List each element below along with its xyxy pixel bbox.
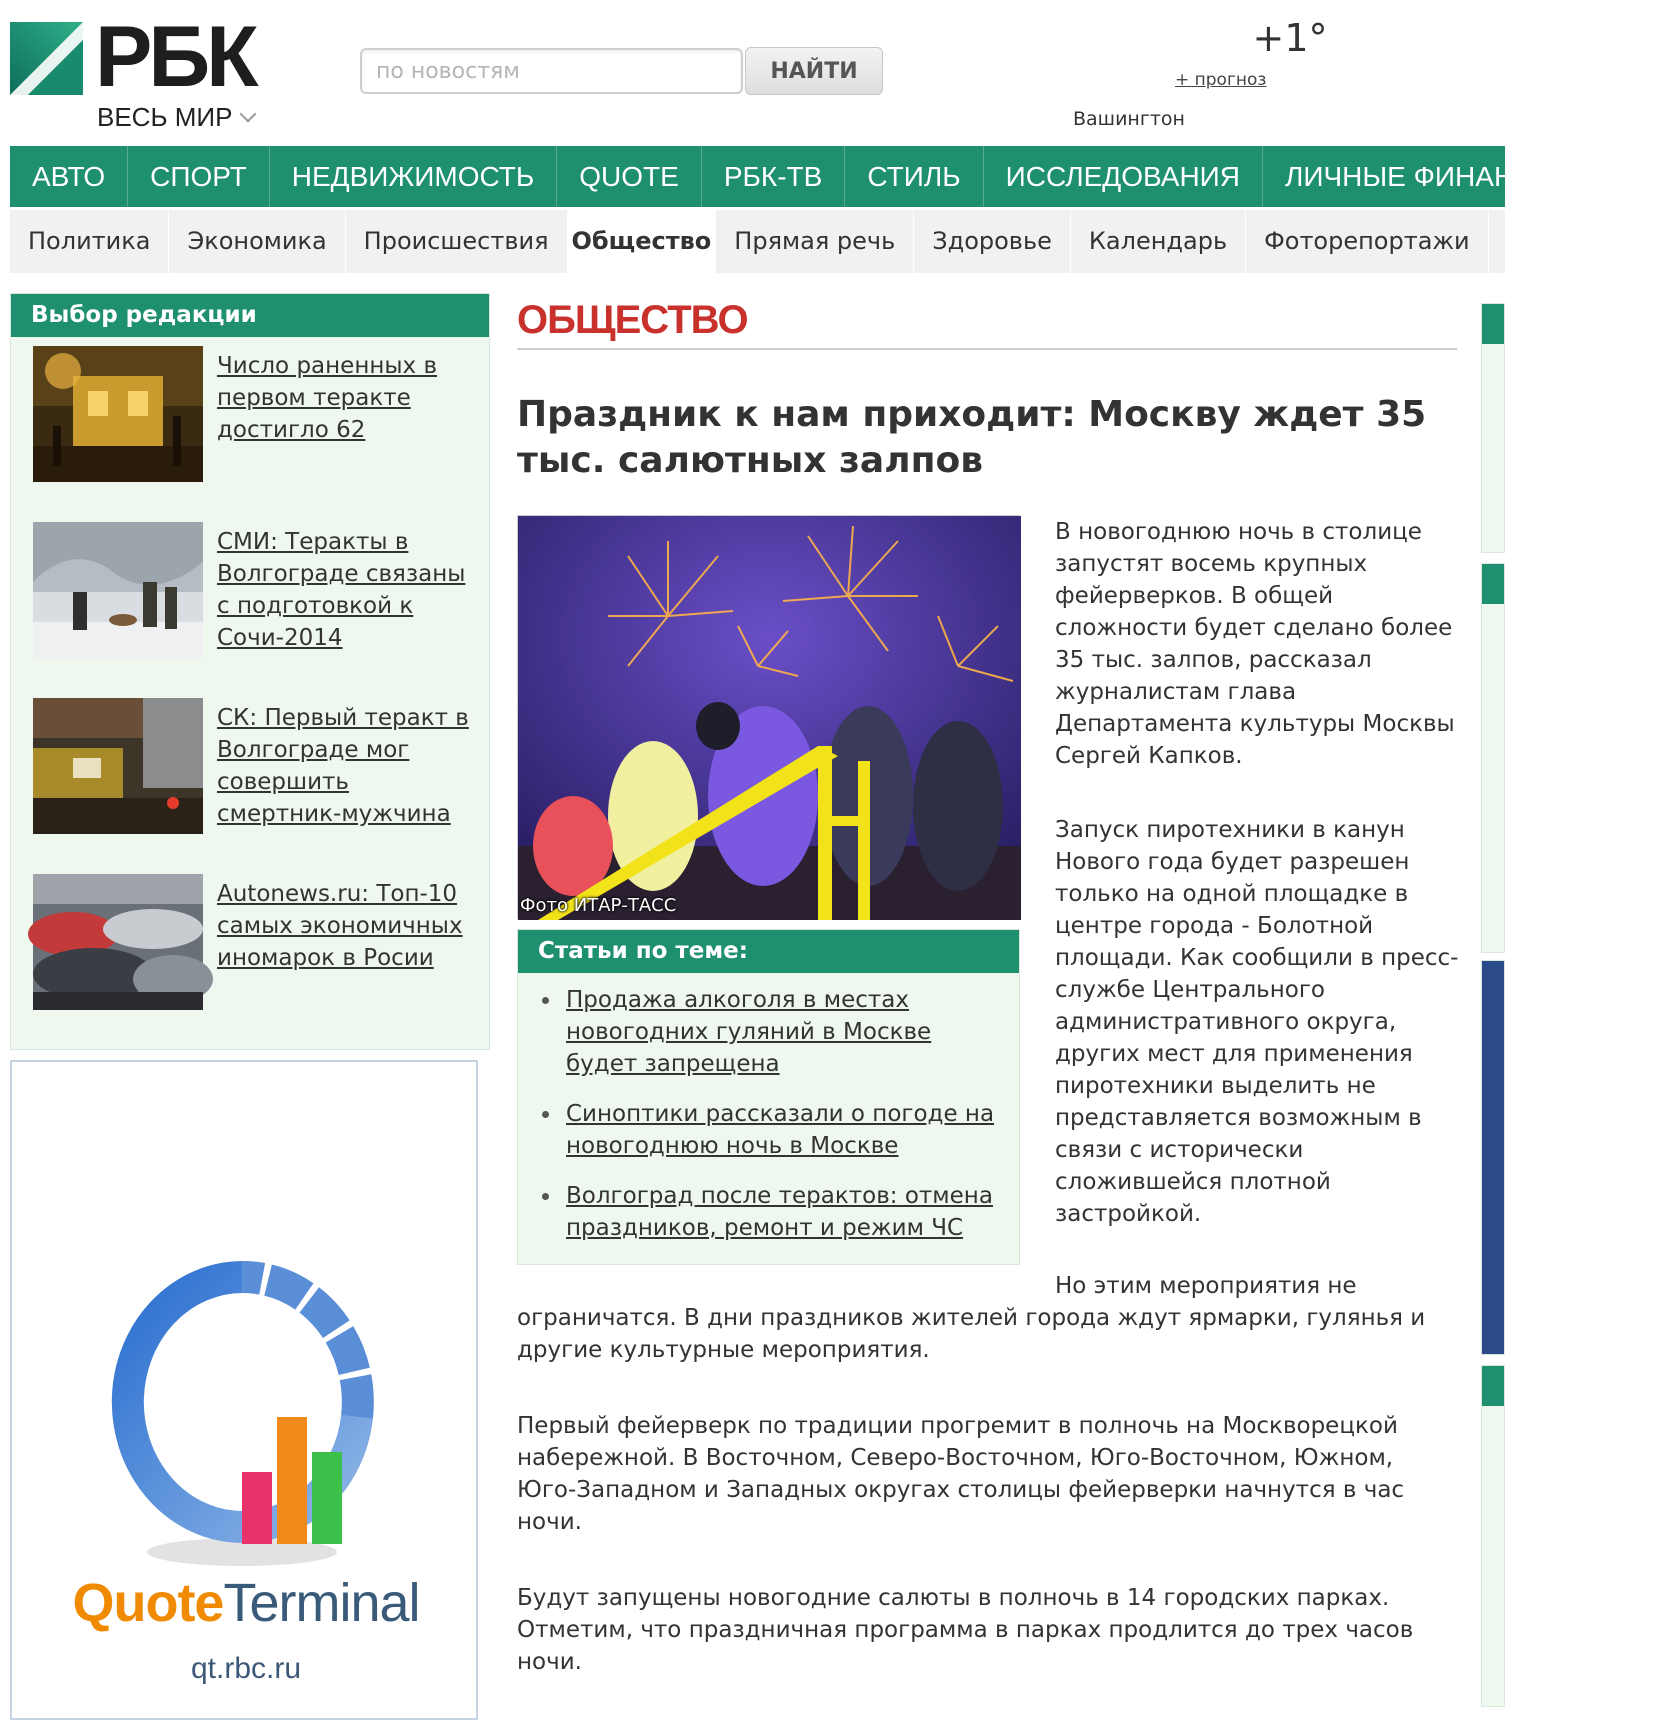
news-thumbnail[interactable] (33, 698, 203, 834)
list-item[interactable] (33, 522, 473, 662)
list-item[interactable] (540, 1180, 1000, 1244)
main-nav (10, 146, 1640, 207)
editors-choice (10, 293, 490, 1050)
right-column-box-1 (1481, 303, 1505, 553)
section-title[interactable]: ОБЩЕСТВО (517, 298, 748, 342)
quote-terminal-ad[interactable] (10, 1060, 478, 1720)
list-item[interactable] (540, 1098, 1000, 1162)
related-link-2[interactable]: Синоптики рассказали о погоде на новогоднюю ночь в Москве (566, 1101, 995, 1159)
article-headline: Праздник к нам приходит: Москву ждет 35 тыс. салютных залпов (517, 394, 1427, 481)
news-thumbnail[interactable] (33, 522, 203, 658)
search-button[interactable]: НАЙТИ (745, 47, 883, 95)
news-thumbnail[interactable] (33, 874, 203, 1010)
main-nav-item-quote[interactable]: QUOTE (557, 146, 702, 207)
photo-caption: Фото ИТАР-ТАСС (520, 895, 677, 916)
sub-nav-item-health[interactable]: Здоровье (914, 210, 1071, 273)
main-nav-item-realty[interactable]: НЕДВИЖИМОСТЬ (270, 146, 558, 207)
article-paragraph-2: Запуск пиротехники в канун Нового года будет разрешен только на одной площадке в центре города - Болотной площади. Как сообщили в пресс-службе Центрального административного округа, других мест для применения пиротехники выделить не представляется возможным в связи с исторически сложившейся плотной застройкой. (1055, 817, 1459, 1227)
forecast-link[interactable]: + прогноз (1175, 70, 1267, 90)
ad-title-terminal: Terminal (223, 1573, 420, 1633)
edition-selector[interactable] (97, 102, 254, 133)
article-paragraph-3-start: Но этим мероприятия не (1055, 1273, 1357, 1299)
main-nav-item-rbc-tv[interactable]: РБК-ТВ (702, 146, 845, 207)
main-nav-item-personal-finance[interactable]: ЛИЧНЫЕ ФИНАНСЫ (1263, 146, 1582, 207)
article-paragraph-1: В новогоднюю ночь в столице запустят восемь крупных фейерверков. В общей сложности будет сделано более 35 тыс. залпов, рассказал журналистам глава Департамента культуры Москвы Сергей Капков. (1055, 519, 1455, 769)
weather-city[interactable]: Вашингтон (1073, 108, 1185, 130)
section-divider (517, 348, 1457, 350)
ad-title-quote: Quote (72, 1573, 224, 1633)
related-list (540, 984, 1000, 1262)
list-item[interactable] (33, 346, 473, 486)
news-thumbnail[interactable] (33, 346, 203, 482)
article-photo[interactable] (517, 515, 1020, 919)
right-column-box-2 (1481, 563, 1505, 953)
right-column-bar (1482, 564, 1504, 604)
article-paragraph-5: Будут запущены новогодние салюты в полночь в 14 городских парках. Отметим, что праздничная программа в парках продлится до трех часов ночи. (517, 1585, 1414, 1675)
rbc-logo[interactable] (10, 9, 270, 134)
logo-text: РБК (95, 9, 255, 105)
list-item[interactable] (33, 874, 473, 1014)
search-input[interactable] (360, 48, 743, 94)
sub-nav (10, 210, 1505, 273)
main-nav-item-tv[interactable]: ТВ (1582, 146, 1663, 207)
sub-nav-item-incidents[interactable]: Происшествия (346, 210, 568, 273)
main-nav-item-auto[interactable]: АВТО (10, 146, 128, 207)
main-nav-item-research[interactable]: ИССЛЕДОВАНИЯ (984, 146, 1263, 207)
list-item[interactable] (540, 984, 1000, 1080)
weather-temperature: +1° (1252, 16, 1328, 60)
related-link-1[interactable]: Продажа алкоголя в местах новогодних гуляний в Москве будет запрещена (566, 987, 932, 1077)
chevron-down-icon (240, 106, 257, 123)
sub-nav-item-society[interactable]: Общество (568, 210, 717, 273)
editor-link-2[interactable]: СМИ: Теракты в Волгограде связаны с подготовкой к Сочи-2014 (217, 529, 466, 651)
editors-choice-title: Выбор редакции (11, 294, 489, 337)
editor-link-1[interactable]: Число раненных в первом теракте достигло 62 (217, 353, 438, 443)
related-link-3[interactable]: Волгоград после терактов: отмена праздников, ремонт и режим ЧС (566, 1183, 993, 1241)
ad-url[interactable]: qt.rbc.ru (190, 1652, 302, 1685)
editor-link-4[interactable]: Autonews.ru: Топ-10 самых экономичных иномарок в Росии (217, 881, 463, 971)
main-nav-item-sport[interactable]: СПОРТ (128, 146, 270, 207)
related-articles (517, 929, 1020, 1265)
right-column-box-4 (1481, 1365, 1505, 1707)
edition-label: ВЕСЬ МИР (97, 102, 233, 132)
article-paragraph-3-rest: ограничатся. В дни праздников жителей города ждут ярмарки, гулянья и другие культурные мероприятия. (517, 1305, 1426, 1363)
list-item[interactable] (33, 698, 473, 838)
right-column-box-3 (1481, 960, 1505, 1355)
related-title: Статьи по теме: (518, 930, 1019, 973)
sub-nav-item-direct-speech[interactable]: Прямая речь (716, 210, 914, 273)
sub-nav-item-politics[interactable]: Политика (10, 210, 169, 273)
right-column-bar (1482, 304, 1504, 344)
ad-title (12, 1572, 480, 1634)
editor-link-3[interactable]: СК: Первый теракт в Волгограде мог совершить смертник-мужчина (217, 705, 469, 827)
sub-nav-item-economy[interactable]: Экономика (169, 210, 345, 273)
main-nav-item-style[interactable]: СТИЛЬ (845, 146, 983, 207)
right-column-bar (1482, 1366, 1504, 1406)
fireworks-image (518, 516, 1021, 920)
logo-mark-icon (10, 22, 83, 95)
quote-terminal-logo-icon (112, 1267, 382, 1582)
sub-nav-item-calendar[interactable]: Календарь (1071, 210, 1246, 273)
sub-nav-item-photo-reports[interactable]: Фоторепортажи (1246, 210, 1489, 273)
article-paragraph-4: Первый фейерверк по традиции прогремит в полночь на Москворецкой набережной. В Восточном, Северо-Восточном, Юго-Восточном, Южном, Юго-Западном и Западных округах столицы фейерверки начнутся в час ночи. (517, 1413, 1405, 1535)
